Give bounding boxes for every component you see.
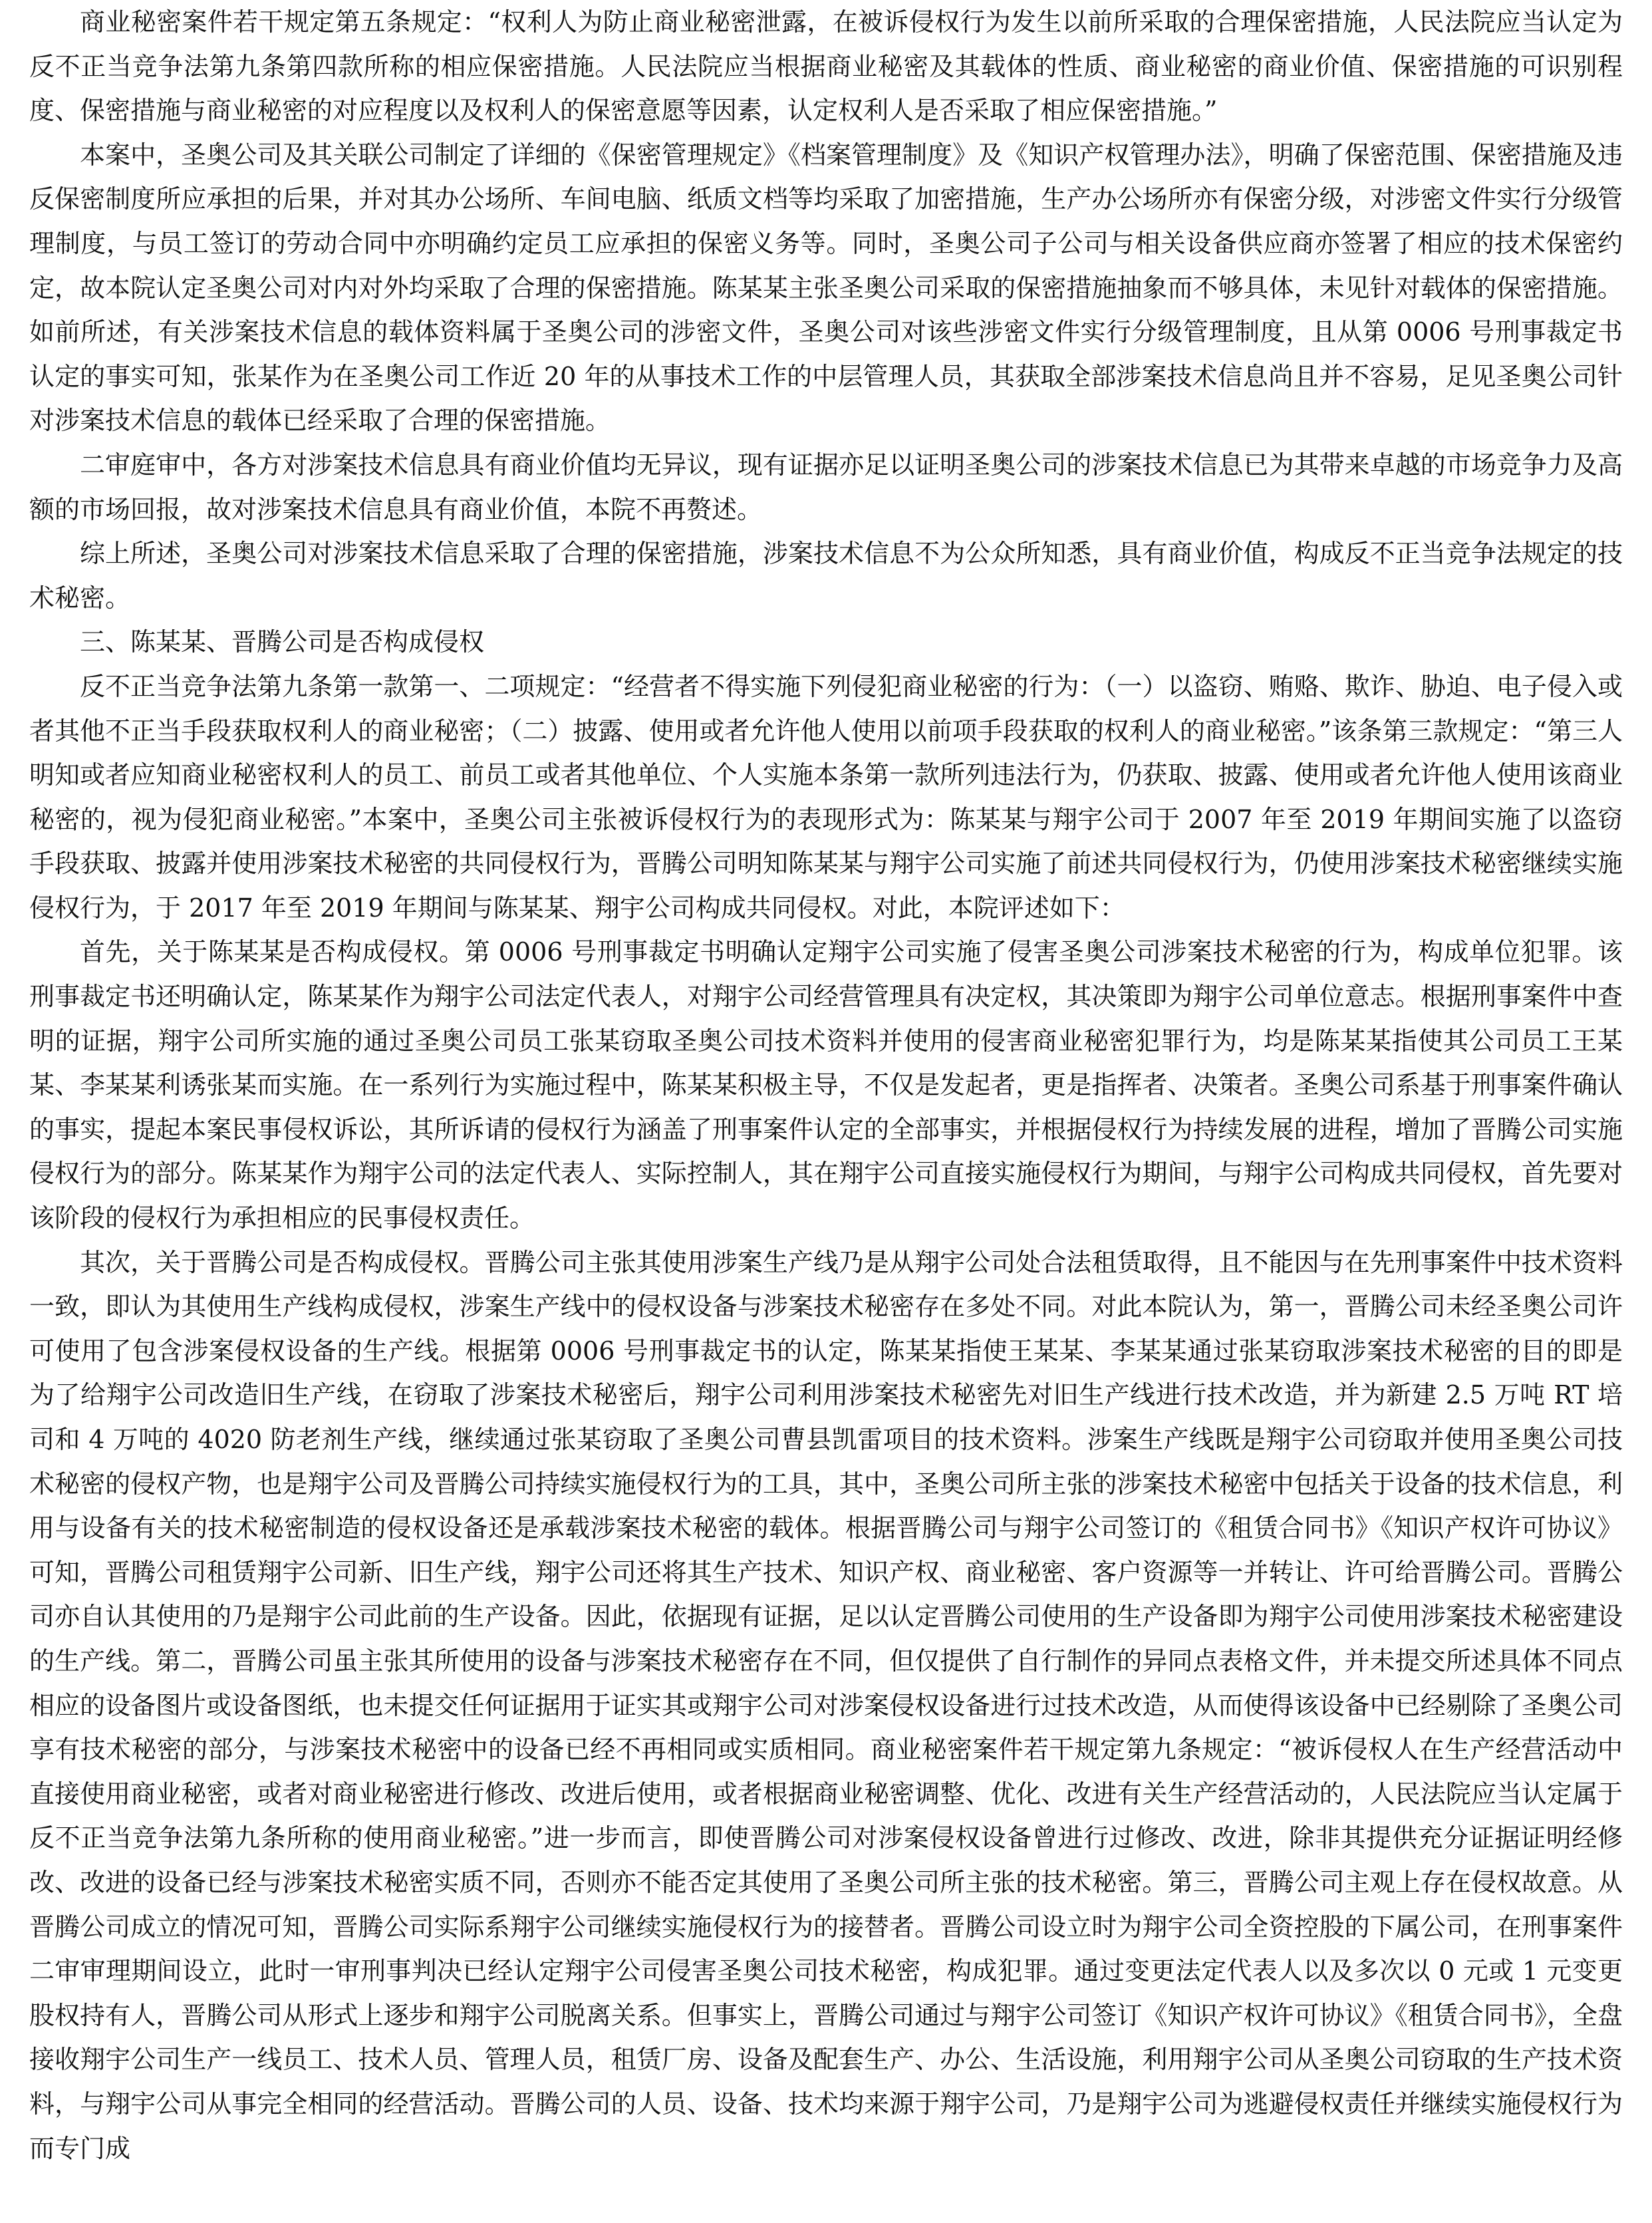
paragraph-trade-secret-article-5: 商业秘密案件若干规定第五条规定：“权利人为防止商业秘密泄露，在被诉侵权行为发生以前所采取的合理保密措施，人民法院应当认定为反不正当竞争法第九条第四款所称的相应保密措施。人民法院应当根据商业秘密及其载体的性质、商业秘密的商业价值、保密措施的可识别程度、保密措施与商业秘密的对应程度以及权利人的保密意愿等因素，认定权利人是否采取了相应保密措施。” bbox=[29, 7, 1623, 126]
paragraph-chen-infringement: 首先，关于陈某某是否构成侵权。第 0006 号刑事裁定书明确认定翔宇公司实施了侵害圣奥公司涉案技术秘密的行为，构成单位犯罪。该刑事裁定书还明确认定，陈某某作为翔宇公司法定代表人，对翔宇公司经营管理具有决定权，其决策即为翔宇公司单位意志。根据刑事案件中查明的证据，翔宇公司所实施的通过圣奥公司员工张某窃取圣奥公司技术资料并使用的侵害商业秘密犯罪行为，均是陈某某指使其公司员工王某某、李某某利诱张某而实施。在一系列行为实施过程中，陈某某积极主导，不仅是发起者，更是指挥者、决策者。圣奥公司系基于刑事案件确认的事实，提起本案民事侵权诉讼，其所诉请的侵权行为涵盖了刑事案件认定的全部事实，并根据侵权行为持续发展的进程，增加了晋腾公司实施侵权行为的部分。陈某某作为翔宇公司的法定代表人、实际控制人，其在翔宇公司直接实施侵权行为期间，与翔宇公司构成共同侵权，首先要对该阶段的侵权行为承担相应的民事侵权责任。 bbox=[29, 937, 1623, 1233]
paragraph-summary: 综上所述，圣奥公司对涉案技术信息采取了合理的保密措施，涉案技术信息不为公众所知悉，具有商业价值，构成反不正当竞争法规定的技术秘密。 bbox=[29, 539, 1623, 613]
document-page bbox=[29, 0, 1623, 2223]
paragraph-article-9: 反不正当竞争法第九条第一款第一、二项规定：“经营者不得实施下列侵犯商业秘密的行为：（一）以盗窃、贿赂、欺诈、胁迫、电子侵入或者其他不正当手段获取权利人的商业秘密；（二）披露、使用或者允许他人使用以前项手段获取的权利人的商业秘密。”该条第三款规定：“第三人明知或者应知商业秘密权利人的员工、前员工或者其他单位、个人实施本条第一款所列违法行为，仍获取、披露、使用或者允许他人使用该商业秘密的，视为侵犯商业秘密。”本案中，圣奥公司主张被诉侵权行为的表现形式为：陈某某与翔宇公司于 2007 年至 2019 年期间实施了以盗窃手段获取、披露并使用涉案技术秘密的共同侵权行为，晋腾公司明知陈某某与翔宇公司实施了前述共同侵权行为，仍使用涉案技术秘密继续实施侵权行为，于 2017 年至 2019 年期间与陈某某、翔宇公司构成共同侵权。对此，本院评述如下： bbox=[29, 671, 1623, 923]
paragraph-confidentiality-measures: 本案中，圣奥公司及其关联公司制定了详细的《保密管理规定》《档案管理制度》及《知识产权管理办法》，明确了保密范围、保密措施及违反保密制度所应承担的后果，并对其办公场所、车间电脑、纸质文档等均采取了加密措施，生产办公场所亦有保密分级，对涉密文件实行分级管理制度，与员工签订的劳动合同中亦明确约定员工应承担的保密义务等。同时，圣奥公司子公司与相关设备供应商亦签署了相应的技术保密约定，故本院认定圣奥公司对内对外均采取了合理的保密措施。陈某某主张圣奥公司采取的保密措施抽象而不够具体，未见针对载体的保密措施。如前所述，有关涉案技术信息的载体资料属于圣奥公司的涉密文件，圣奥公司对该些涉密文件实行分级管理制度，且从第 0006 号刑事裁定书认定的事实可知，张某作为在圣奥公司工作近 20 年的从事技术工作的中层管理人员，其获取全部涉案技术信息尚且并不容易，足见圣奥公司针对涉案技术信息的载体已经采取了合理的保密措施。 bbox=[29, 140, 1623, 436]
paragraph-jinteng-infringement: 其次，关于晋腾公司是否构成侵权。晋腾公司主张其使用涉案生产线乃是从翔宇公司处合法租赁取得，且不能因与在先刑事案件中技术资料一致，即认为其使用生产线构成侵权，涉案生产线中的侵权设备与涉案技术秘密存在多处不同。对此本院认为，第一，晋腾公司未经圣奥公司许可使用了包含涉案侵权设备的生产线。根据第 0006 号刑事裁定书的认定，陈某某指使王某某、李某某通过张某窃取涉案技术秘密的目的即是为了给翔宇公司改造旧生产线，在窃取了涉案技术秘密后，翔宇公司利用涉案技术秘密先对旧生产线进行技术改造，并为新建 2.5 万吨 RT 培司和 4 万吨的 4020 防老剂生产线，继续通过张某窃取了圣奥公司曹县凯雷项目的技术资料。涉案生产线既是翔宇公司窃取并使用圣奥公司技术秘密的侵权产物，也是翔宇公司及晋腾公司持续实施侵权行为的工具，其中，圣奥公司所主张的涉案技术秘密中包括关于设备的技术信息，利用与设备有关的技术秘密制造的侵权设备还是承载涉案技术秘密的载体。根据晋腾公司与翔宇公司签订的《租赁合同书》《知识产权许可协议》可知，晋腾公司租赁翔宇公司新、旧生产线，翔宇公司还将其生产技术、知识产权、商业秘密、客户资源等一并转让、许可给晋腾公司。晋腾公司亦自认其使用的乃是翔宇公司此前的生产设备。因此，依据现有证据，足以认定晋腾公司使用的生产设备即为翔宇公司使用涉案技术秘密建设的生产线。第二，晋腾公司虽主张其所使用的设备与涉案技术秘密存在不同，但仅提供了自行制作的异同点表格文件，并未提交所述具体不同点相应的设备图片或设备图纸，也未提交任何证据用于证实其或翔宇公司对涉案侵权设备进行过技术改造，从而使得该设备中已经剔除了圣奥公司享有技术秘密的部分，与涉案技术秘密中的设备已经不再相同或实质相同。商业秘密案件若干规定第九条规定：“被诉侵权人在生产经营活动中直接使用商业秘密，或者对商业秘密进行修改、改进后使用，或者根据商业秘密调整、优化、改进有关生产经营活动的，人民法院应当认定属于反不正当竞争法第九条所称的使用商业秘密。”进一步而言，即使晋腾公司对涉案侵权设备曾进行过修改、改进，除非其提供充分证据证明经修改、改进的设备已经与涉案技术秘密实质不同，否则亦不能否定其使用了圣奥公司所主张的技术秘密。第三，晋腾公司主观上存在侵权故意。从晋腾公司成立的情况可知，晋腾公司实际系翔宇公司继续实施侵权行为的接替者。晋腾公司设立时为翔宇公司全资控股的下属公司，在刑事案件二审审理期间设立，此时一审刑事判决已经认定翔宇公司侵害圣奥公司技术秘密，构成犯罪。通过变更法定代表人以及多次以 0 元或 1 元变更股权持有人，晋腾公司从形式上逐步和翔宇公司脱离关系。但事实上，晋腾公司通过与翔宇公司签订《知识产权许可协议》《租赁合同书》，全盘接收翔宇公司生产一线员工、技术人员、管理人员，租赁厂房、设备及配套生产、办公、生活设施，利用翔宇公司从圣奥公司窃取的生产技术资料，与翔宇公司从事完全相同的经营活动。晋腾公司的人员、设备、技术均来源于翔宇公司，乃是翔宇公司为逃避侵权责任并继续实施侵权行为而专门成 bbox=[29, 1247, 1623, 2163]
paragraph-commercial-value: 二审庭审中，各方对涉案技术信息具有商业价值均无异议，现有证据亦足以证明圣奥公司的涉案技术信息已为其带来卓越的市场竞争力及高额的市场回报，故对涉案技术信息具有商业价值，本院不再赘述。 bbox=[29, 450, 1623, 524]
section-heading-infringement: 三、陈某某、晋腾公司是否构成侵权 bbox=[80, 627, 485, 657]
